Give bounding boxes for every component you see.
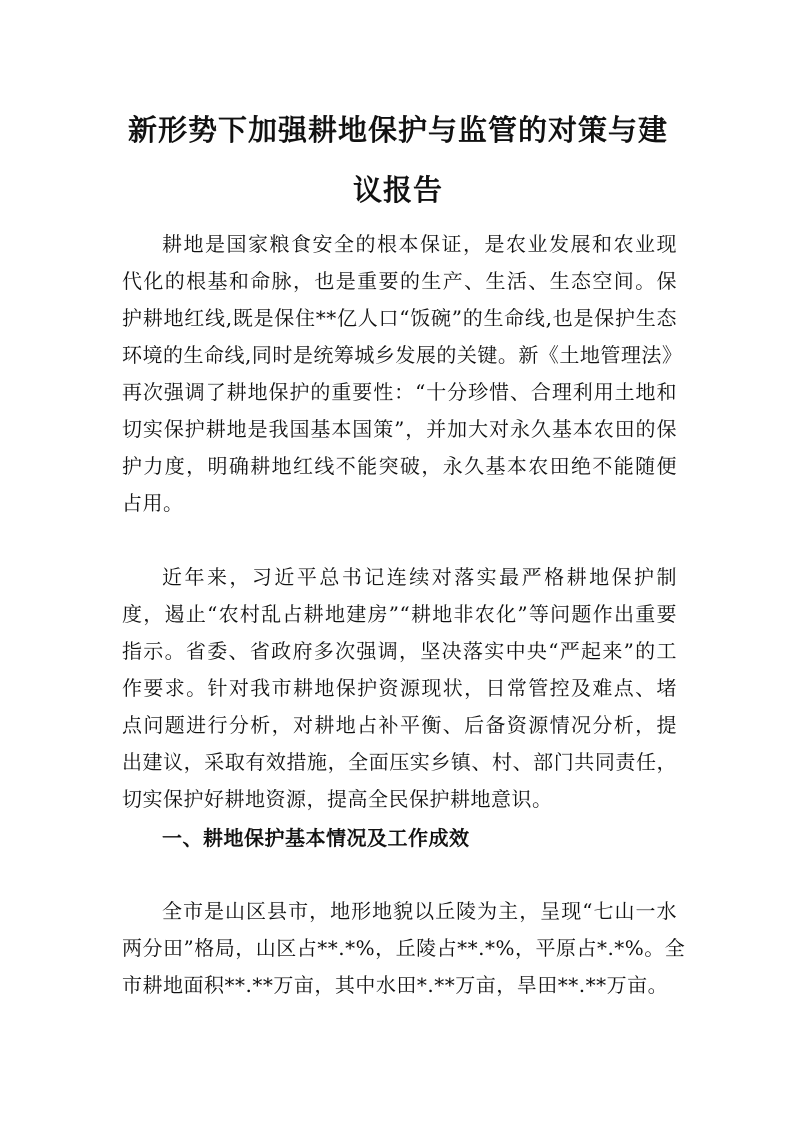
paragraph-line: 耕地是国家粮食安全的根本保证，是农业发展和农业现 (162, 232, 677, 256)
paragraph-line: 全市是山区县市，地形地貌以丘陵为主，呈现“七山一水 (162, 899, 677, 923)
paragraph-line: 出建议，采取有效措施，全面压实乡镇、村、部门共同责任， (122, 750, 677, 774)
paragraph-line: 再次强调了耕地保护的重要性：“十分珍惜、合理利用土地和 (122, 380, 677, 404)
paragraph-line: 市耕地面积**.**万亩，其中水田*.**万亩，旱田**.**万亩。 (122, 973, 669, 997)
paragraph-line: 作要求。针对我市耕地保护资源现状，日常管控及难点、堵 (122, 676, 677, 700)
paragraph-line: 度，遏止“农村乱占耕地建房”“耕地非农化”等问题作出重要 (122, 602, 677, 626)
paragraph-line: 代化的根基和命脉，也是重要的生产、生活、生态空间。保 (122, 269, 677, 293)
paragraph-line: 护耕地红线,既是保住**亿人口“饭碗”的生命线,也是保护生态 (122, 306, 677, 330)
document-title-line-2: 议报告 (352, 173, 443, 207)
paragraph-line: 护力度，明确耕地红线不能突破，永久基本农田绝不能随便 (122, 454, 677, 478)
paragraph-line: 点问题进行分析，对耕地占补平衡、后备资源情况分析，提 (122, 713, 677, 737)
paragraph-line: 近年来，习近平总书记连续对落实最严格耕地保护制 (162, 565, 677, 589)
section-heading: 一、耕地保护基本情况及工作成效 (162, 826, 470, 850)
paragraph-line: 切实保护耕地是我国基本国策”，并加大对永久基本农田的保 (122, 417, 677, 441)
paragraph-line: 环境的生命线,同时是统筹城乡发展的关键。新《土地管理法》 (122, 343, 683, 367)
paragraph-line: 两分田”格局，山区占**.*%，丘陵占**.*%，平原占*.*%。全 (122, 936, 686, 960)
paragraph-line: 占用。 (122, 491, 184, 515)
document-title-line-1: 新形势下加强耕地保护与监管的对策与建 (127, 113, 668, 147)
paragraph-line: 指示。省委、省政府多次强调，坚决落实中央“严起来”的工 (122, 639, 677, 663)
paragraph-line: 切实保护好耕地资源，提高全民保护耕地意识。 (122, 787, 553, 811)
